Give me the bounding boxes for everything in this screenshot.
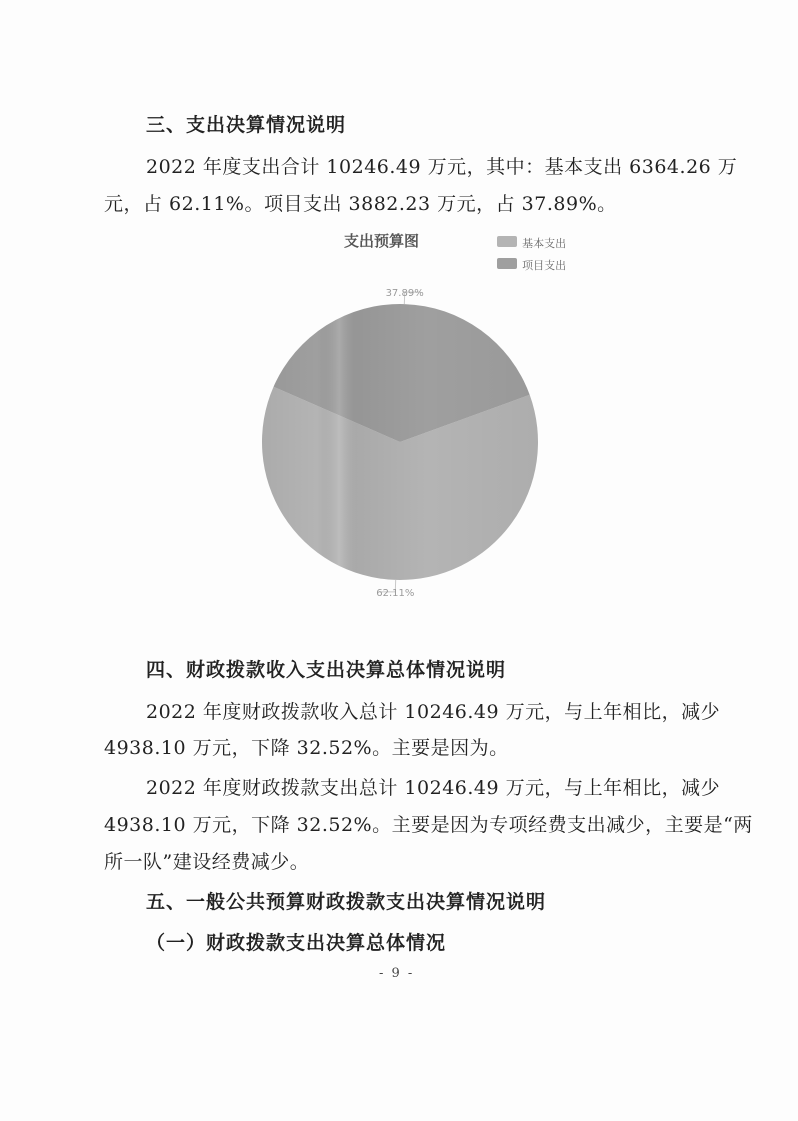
section-3-heading: 三、支出决算情况说明 xyxy=(146,114,347,136)
pie-chart xyxy=(160,280,640,600)
section-3-paragraph-line-1: 2022 年度支出合计 10246.49 万元，其中：基本支出 6364.26 万 xyxy=(146,156,738,178)
legend-label-basic: 基本支出 xyxy=(522,237,567,250)
legend-swatch-basic xyxy=(497,236,517,247)
section-4-p2-line-2: 4938.10 万元，下降 32.52%。主要是因为专项经费支出减少，主要是“两 xyxy=(104,814,753,836)
section-4-p2-line-1: 2022 年度财政拨款支出总计 10246.49 万元，与上年相比，减少 xyxy=(146,777,721,799)
chart-title: 支出预算图 xyxy=(344,232,420,250)
section-4-heading: 四、财政拨款收入支出决算总体情况说明 xyxy=(146,659,507,681)
data-label-project: 37.89% xyxy=(385,288,424,300)
legend-item-project xyxy=(497,254,566,273)
section-4-p1-line-1: 2022 年度财政拨款收入总计 10246.49 万元，与上年相比，减少 xyxy=(146,701,721,723)
pie-texture-overlay xyxy=(262,304,538,580)
data-label-basic: 62.11% xyxy=(376,587,415,599)
section-5-heading: 五、一般公共预算财政拨款支出决算情况说明 xyxy=(146,891,547,913)
section-3-paragraph-line-2: 元，占 62.11%。项目支出 3882.23 万元，占 37.89%。 xyxy=(104,193,617,215)
legend-label-project: 项目支出 xyxy=(522,259,567,272)
page-number: - 9 - xyxy=(379,966,415,981)
section-4-p2-line-3: 所一队”建设经费减少。 xyxy=(104,851,310,873)
section-5-subheading: （一）财政拨款支出决算总体情况 xyxy=(146,932,447,954)
section-4-p1-line-2: 4938.10 万元，下降 32.52%。主要是因为。 xyxy=(104,737,509,759)
legend-item-basic xyxy=(497,232,566,251)
legend-swatch-project xyxy=(497,258,517,269)
